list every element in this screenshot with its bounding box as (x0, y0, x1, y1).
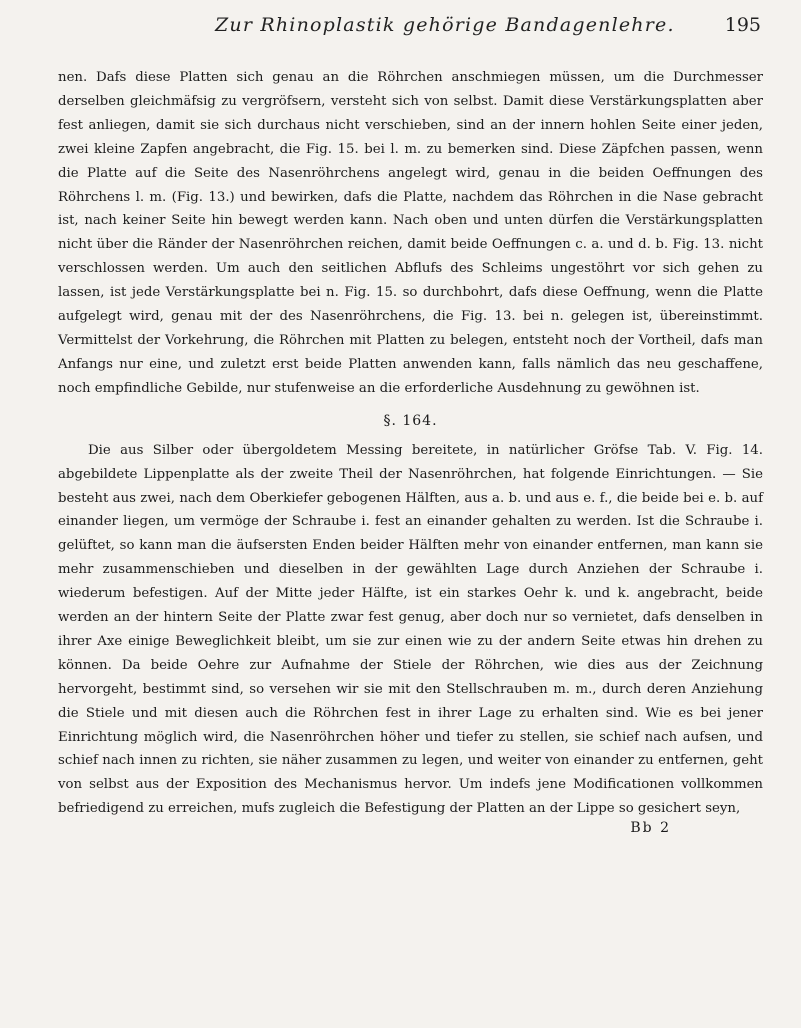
running-head (0, 14, 801, 54)
body-text (58, 66, 763, 837)
running-title: Zur Rhinoplastik gehörige Bandagenlehre. (215, 14, 675, 36)
paragraph-2: Die aus Silber oder übergoldetem Messing bereitete, in natürlicher Gröfse Tab. V. Fig. 14. abgebildete Lippenplatte als der zweite Theil der Nasenröhrchen, hat folgende Einrichtungen. — Sie besteht aus zwei, nach dem Oberkiefer gebogenen Hälften, aus a. b. und aus e. f., die beide bei e. b. auf einander liegen, um vermöge der Schraube i. fest an einander gehalten zu werden. Ist die Schraube i. gelüftet, so kann man die äufsersten Enden beider Hälften mehr von einander entfernen, man kann sie mehr zusammenschieben und dieselben in der gewählten Lage durch Anziehen der Schraube i. wiederum befestigen. Auf der Mitte jeder Hälfte, ist ein starkes Oehr k. und k. angebracht, beide werden an der hintern Seite der Platte zwar fest genug, aber doch nur so vernietet, dafs denselben in ihrer Axe einige Beweglichkeit bleibt, um sie zur einen wie zu der andern Seite etwas hin drehen zu können. Da beide Oehre zur Aufnahme der Stiele der Röhrchen, wie dies aus der Zeichnung hervorgeht, bestimmt sind, so versehen wir sie mit den Stellschrauben m. m., durch deren Anziehung die Stiele und mit diesen auch die Röhrchen fest in ihrer Lage zu erhalten sind. Wie es bei jener Einrichtung möglich wird, die Nasenröhrchen höher und tiefer zu stellen, sie schief nach aufsen, und schief nach innen zu richten, sie näher zusammen zu legen, und weiter von einander zu entfernen, geht von selbst aus der Exposition des Mechanismus hervor. Um indefs jene Modificationen vollkommen befriedigend zu erreichen, mufs zugleich die Befestigung der Platten an der Lippe so gesichert seyn, (58, 442, 763, 817)
signature-mark: Bb 2 (630, 820, 671, 837)
paragraph-1: nen. Dafs diese Platten sich genau an die Röhrchen anschmiegen müssen, um die Durchmesser derselben gleichmäfsig zu vergröfsern, versteht sich von selbst. Damit diese Verstärkungsplatten aber fest anliegen, damit sie sich durchaus nicht verschieben, sind an der innern hohlen Seite einer jeden, zwei kleine Zapfen angebracht, die Fig. 15. bei l. m. zu bemerken sind. Diese Zäpfchen passen, wenn die Platte auf die Seite des Nasenröhrchens angelegt wird, genau in die beiden Oeffnungen des Röhrchens l. m. (Fig. 13.) und bewirken, dafs die Platte, nachdem das Röhrchen in die Nase gebracht ist, nach keiner Seite hin bewegt werden kann. Nach oben und unten dürfen die Verstärkungsplatten nicht über die Ränder der Nasenröhrchen reichen, damit beide Oeffnungen c. a. und d. b. Fig. 13. nicht verschlossen werden. Um auch den seitlichen Abflufs des Schleims ungestöhrt vor sich gehen zu lassen, ist jede Verstärkungsplatte bei n. Fig. 15. so durchbohrt, dafs diese Oeffnung, wenn die Platte aufgelegt wird, genau mit der des Nasenröhrchens, die Fig. 13. bei n. gelegen ist, übereinstimmt. Vermittelst der Vorkehrung, die Röhrchen mit Platten zu belegen, entsteht noch der Vortheil, dafs man Anfangs nur eine, und zuletzt erst beide Platten anwenden kann, falls nämlich das neu geschaffene, noch empfindliche Gebilde, nur stufenweise an die erforderliche Ausdehnung zu gewöhnen ist. (58, 70, 763, 396)
page-number: 195 (724, 14, 761, 36)
section-heading: §. 164. (383, 412, 438, 429)
